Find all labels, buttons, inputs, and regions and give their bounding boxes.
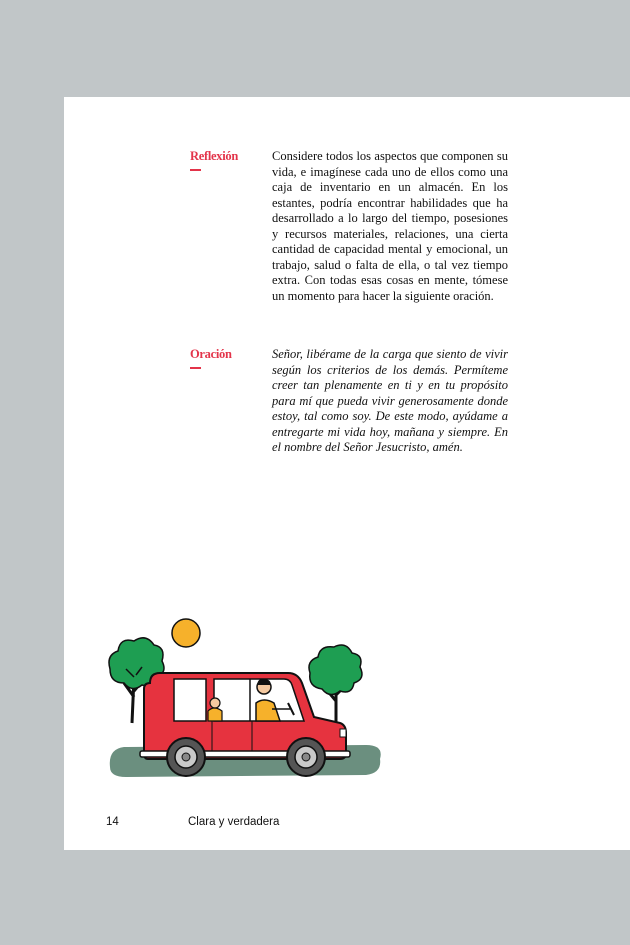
reflexion-label: Reflexión [190,149,238,163]
reflexion-heading [190,149,260,171]
oracion-dash [190,367,201,369]
reflexion-dash [190,169,201,171]
car-illustration [104,617,384,787]
rear-window [174,679,206,721]
front-wheel-icon [287,738,325,776]
page-number: 14 [106,816,119,828]
oracion-heading [190,347,260,369]
oracion-label: Oración [190,347,232,361]
right-tree-icon [309,645,362,723]
book-title: Clara y verdadera [188,816,280,828]
oracion-text: Señor, libérame de la carga que siento de vivir según los criterios de los demás. Permíteme creer tan plenamente en ti y en tu propósito para mí que pueda vivir generosamente donde estoy, tal como soy. De este modo, ayúdame a entregarte mi vida hoy, mañana y siempre. En el nombre del Señor Jesucristo, amén. [272,347,508,454]
reflexion-text: Considere todos los aspectos que componen su vida, e imagínese cada uno de ellos como una caja de inventario en un almacén. En los estantes, podría encontrar habilidades que ha desarrollado a lo largo del tiempo, posesiones y recursos materiales, relaciones, una cierta cantidad de capacidad mental y emocional, un trabajo, salud o falta de ella, o tal vez tiempo extra. Con todas esas cosas en mente, tómese un momento para hacer la siguiente oración. [272,149,508,303]
page [64,97,630,850]
sun-icon [172,619,200,647]
child-icon [208,698,222,721]
rear-wheel-icon [167,738,205,776]
